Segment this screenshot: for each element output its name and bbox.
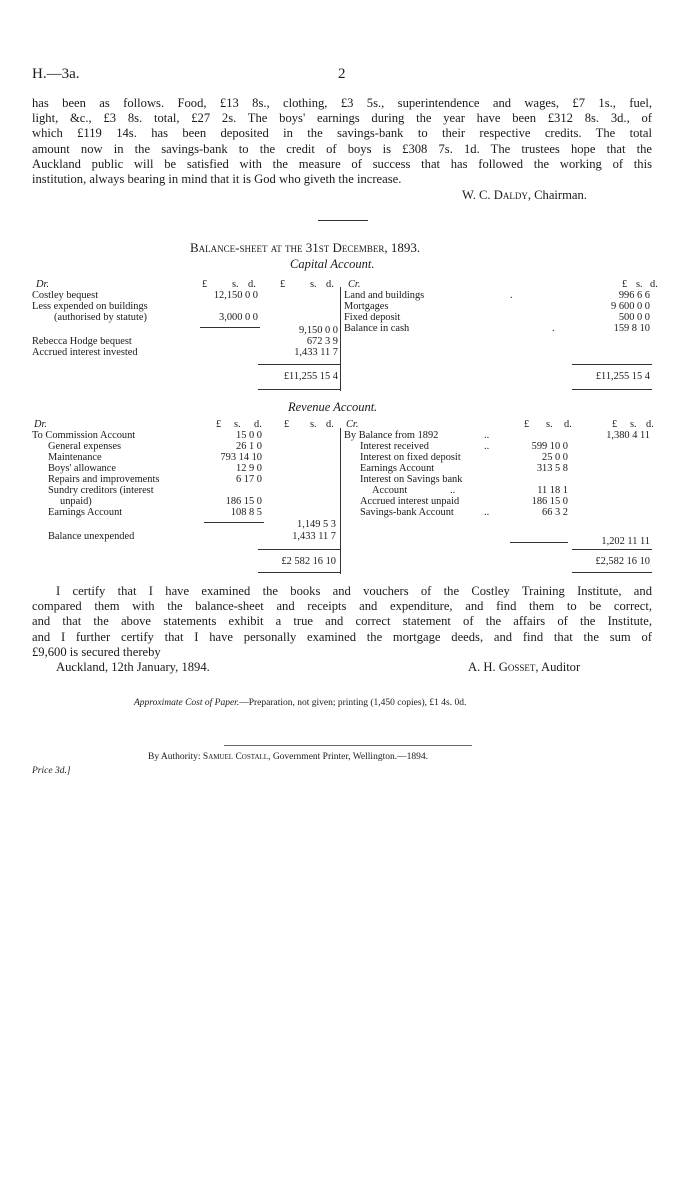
revenue-dr-amount: 793 14 10 (220, 452, 262, 463)
revenue-cr-amount: 186 15 0 (531, 496, 568, 507)
capital-row-label: Rebecca Hodge bequest (32, 336, 132, 347)
capital-row-label: Accrued interest invested (32, 347, 138, 358)
capital-shilling-symbol: s. (232, 279, 239, 290)
capital-pence-symbol: d. (650, 279, 658, 290)
double-rule (258, 389, 340, 390)
leader-dots: .. (450, 485, 456, 496)
revenue-total-left: £2 582 16 10 (281, 556, 336, 567)
cost-note-text: —Preparation, not given; printing (1,450 copies), £1 4s. 0d. (239, 698, 467, 708)
certificate-line: and I further certify that I have personally examined the mortgage deeds, and find that the sum of (32, 629, 652, 644)
total-rule (572, 364, 652, 365)
leader-dots: .. (484, 441, 490, 452)
revenue-dr-row: Repairs and improvements (48, 474, 160, 485)
capital-dr-label: Dr. (36, 279, 49, 290)
balance-sheet-title: Balance-sheet at the 31st December, 1893. (190, 240, 421, 255)
revenue-pence-symbol: d. (254, 419, 262, 430)
intro-line: amount now in the savings-bank to the credit of boys is £308 7s. 1d. The trustees hope that the (32, 141, 652, 156)
certificate-line: and that the above statements exhibit a true and correct statement of the affairs of the Institute, (32, 614, 652, 629)
revenue-cr-row: Savings-bank Account (360, 507, 454, 518)
cost-note (134, 698, 466, 708)
auditor-title: Auditor (541, 660, 581, 674)
auditor-name: A. H. Gosset (468, 660, 536, 674)
capital-total-left: £11,255 15 4 (283, 371, 338, 382)
revenue-pound-symbol: £ (524, 419, 530, 430)
capital-cr-label: Mortgages (344, 301, 389, 312)
certificate-line: compared them with the balance-sheet and receipts and expenditure, and find them to be correct, (32, 599, 652, 614)
capital-pence-symbol: d. (248, 279, 256, 290)
certificate-line: I certify that I have examined the books and vouchers of the Costley Training Institute, and (56, 584, 652, 598)
double-rule (572, 389, 652, 390)
price-label: Price 3d.] (32, 766, 71, 776)
capital-cr-amount: 159 8 10 (613, 323, 650, 334)
subtotal-rule (204, 522, 264, 523)
footer-authority-suffix: , Government Printer, Wellington.—1894. (268, 752, 428, 762)
revenue-cr-amount: 25 0 0 (542, 452, 568, 463)
signature-title: Chairman. (534, 188, 587, 202)
capital-row-label: (authorised by statute) (54, 312, 147, 323)
intro-paragraph (32, 96, 652, 187)
auditor-signature: A. H. Gosset, Auditor (468, 660, 581, 674)
revenue-cr-label: Cr. (346, 419, 359, 430)
capital-cr-amount: 996 6 6 (618, 290, 650, 301)
capital-row-total: 672 3 9 (306, 336, 338, 347)
revenue-total-right: £2,582 16 10 (595, 556, 650, 567)
revenue-shilling-symbol: s. (234, 419, 241, 430)
capital-row-label: Costley bequest (32, 290, 99, 301)
leader-dots: .. (484, 507, 490, 518)
revenue-shilling-symbol: s. (630, 419, 637, 430)
capital-pound-symbol: £ (622, 279, 628, 290)
subtotal-rule (510, 542, 568, 543)
revenue-pence-symbol: d. (564, 419, 572, 430)
capital-cr-label: Cr. (348, 279, 361, 290)
capital-row-amount: 3,000 0 0 (219, 312, 258, 323)
footer-rule (224, 745, 472, 746)
revenue-pence-symbol: d. (646, 419, 654, 430)
total-rule (258, 364, 340, 365)
double-rule (258, 572, 340, 573)
revenue-dr-row: General expenses (48, 441, 121, 452)
revenue-pound-symbol: £ (612, 419, 618, 430)
revenue-dr-row: Maintenance (48, 452, 102, 463)
revenue-dr-row: To Commission Account (32, 430, 136, 441)
capital-cr-label: Balance in cash (344, 323, 410, 334)
subtotal-rule (200, 327, 260, 328)
revenue-dr-row: Sundry creditors (interest (48, 485, 154, 496)
capital-pound-symbol: £ (280, 279, 286, 290)
capital-row-label: Less expended on buildings (32, 301, 148, 312)
capital-cr-amount: 9 600 0 0 (611, 301, 650, 312)
revenue-pound-symbol: £ (216, 419, 222, 430)
section-divider (318, 220, 368, 221)
revenue-dr-total: 1,149 5 3 (297, 519, 336, 530)
revenue-cr-row: Interest received (360, 441, 429, 452)
revenue-cr-total: 1,202 11 11 (601, 536, 650, 547)
capital-total-right: £11,255 15 4 (595, 371, 650, 382)
page-number: 2 (338, 66, 346, 82)
capital-pound-symbol: £ (202, 279, 208, 290)
revenue-dr-amount: 26 1 0 (236, 441, 262, 452)
capital-shilling-symbol: s. (636, 279, 643, 290)
revenue-dr-row: Balance unexpended (48, 531, 135, 542)
intro-line: Auckland public will be satisfied with the measure of success that has followed the working of this (32, 156, 652, 171)
leader-dot: . (510, 290, 513, 301)
revenue-dr-amount: 15 0 0 (236, 430, 262, 441)
document-reference: H.—3a. (32, 66, 80, 82)
footer-authority (148, 752, 428, 762)
auditor-certificate (32, 584, 652, 660)
chairman-signature: W. C. Daldy, Chairman. (462, 188, 587, 202)
revenue-dr-row: Earnings Account (48, 507, 123, 518)
capital-row-total: 9,150 0 0 (299, 325, 338, 336)
signature-name: W. C. Daldy (462, 188, 528, 202)
revenue-cr-row: Interest on Savings bank (360, 474, 463, 485)
intro-line: institution, always bearing in mind that it is God who giveth the increase. (32, 172, 402, 187)
revenue-cr-row: Accrued interest unpaid (360, 496, 460, 507)
revenue-dr-amount: 6 17 0 (236, 474, 262, 485)
revenue-cr-amount: 66 3 2 (542, 507, 568, 518)
capital-cr-label: Fixed deposit (344, 312, 401, 323)
column-divider (340, 287, 341, 391)
revenue-dr-total: 1,433 11 7 (292, 531, 336, 542)
intro-line: light, &c., £3 8s. total, £27 2s. The boys' earnings during the year have been £312 8s. 3d., of (32, 111, 652, 126)
capital-pence-symbol: d. (326, 279, 334, 290)
intro-line: has been as follows. Food, £13 8s., clothing, £3 5s., superintendence and wages, £7 1s., fuel, (32, 96, 652, 110)
capital-row-amount: 12,150 0 0 (213, 290, 258, 301)
leader-dots: .. (484, 430, 490, 441)
revenue-cr-row: Earnings Account (360, 463, 435, 474)
footer-authority-prefix: By Authority: (148, 752, 201, 762)
revenue-cr-row: Account (372, 485, 408, 496)
revenue-cr-row: By Balance from 1892 (344, 430, 439, 441)
total-rule (572, 549, 652, 550)
revenue-shilling-symbol: s. (546, 419, 553, 430)
revenue-dr-amount: 108 8 5 (230, 507, 262, 518)
certificate-place-date: Auckland, 12th January, 1894. (56, 660, 210, 674)
leader-dot: . (552, 323, 555, 334)
revenue-cr-amount: 11 18 1 (537, 485, 568, 496)
capital-heading: Capital Account. (290, 257, 375, 271)
capital-cr-label: Land and buildings (344, 290, 425, 301)
revenue-dr-amount: 12 9 0 (236, 463, 262, 474)
revenue-cr-amount: 599 10 0 (531, 441, 568, 452)
certificate-line: £9,600 is secured thereby (32, 644, 161, 659)
revenue-dr-row: Boys' allowance (48, 463, 116, 474)
capital-shilling-symbol: s. (310, 279, 317, 290)
intro-line: which £119 14s. has been deposited in the savings-bank to their respective credits. The total (32, 126, 652, 141)
revenue-dr-row: unpaid) (60, 496, 92, 507)
column-divider (340, 428, 341, 574)
revenue-shilling-symbol: s. (310, 419, 317, 430)
capital-cr-amount: 500 0 0 (618, 312, 650, 323)
revenue-dr-label: Dr. (34, 419, 47, 430)
capital-row-total: 1,433 11 7 (294, 347, 338, 358)
revenue-heading: Revenue Account. (288, 400, 378, 414)
revenue-cr-amount: 313 5 8 (536, 463, 568, 474)
revenue-cr-row: Interest on fixed deposit (360, 452, 461, 463)
revenue-pence-symbol: d. (326, 419, 334, 430)
revenue-dr-amount: 186 15 0 (225, 496, 262, 507)
cost-note-label: Approximate Cost of Paper. (134, 698, 240, 708)
total-rule (258, 549, 340, 550)
revenue-pound-symbol: £ (284, 419, 290, 430)
revenue-cr-total: 1,380 4 11 (606, 430, 650, 441)
footer-printer: Samuel Costall (202, 752, 269, 762)
double-rule (572, 572, 652, 573)
